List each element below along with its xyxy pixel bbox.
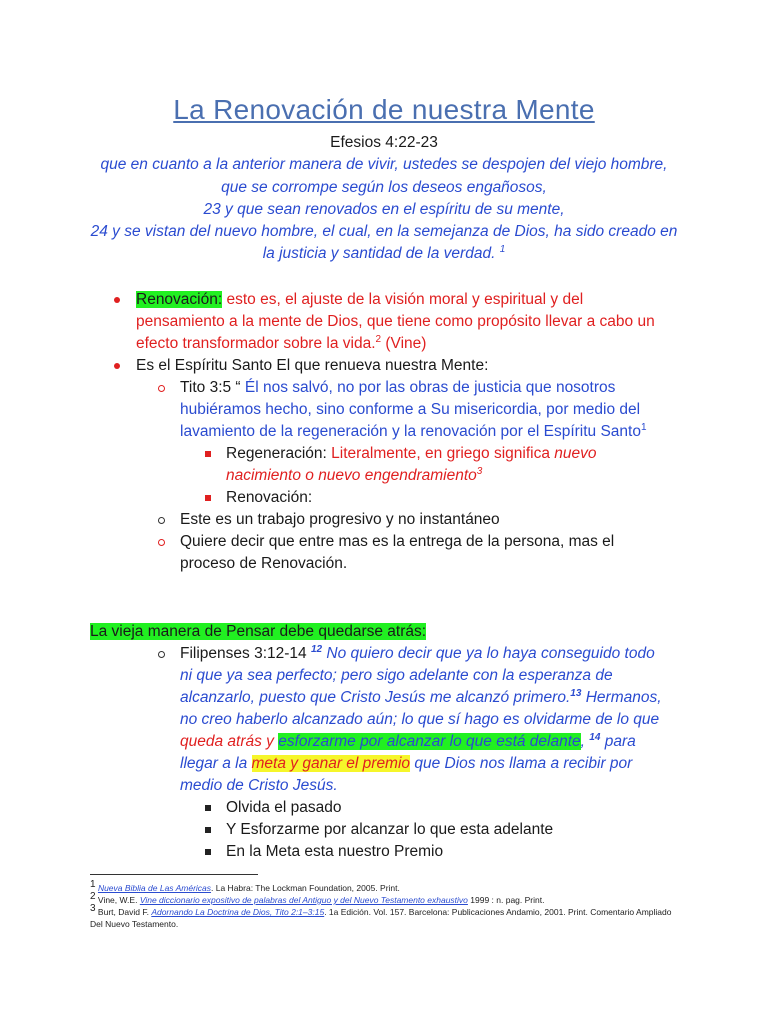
- verse-line: que se corrompe según los deseos engañosos,: [221, 179, 547, 196]
- filipenses-ref: Filipenses 3:12-14: [180, 645, 311, 662]
- footnote-ref: 1: [499, 243, 506, 255]
- verse-line: [0, 245, 768, 263]
- filipenses-line: [180, 732, 636, 752]
- square-bullet-icon: [205, 827, 211, 833]
- footnote-link[interactable]: Nueva Biblia de Las Américas: [97, 883, 212, 893]
- filipenses-text: ,: [580, 733, 590, 750]
- square-bullet-icon: [205, 849, 211, 855]
- footnote-number: 3: [90, 903, 96, 915]
- highlighted-phrase: meta y ganar el premio: [251, 755, 411, 772]
- sub-item: Y Esforzarme por alcanzar lo que esta adelante: [226, 821, 554, 838]
- regeneracion-line: [226, 466, 482, 486]
- verse-line: que en cuanto a la anterior manera de vivir, ustedes se despojen del viejo hombre,: [100, 156, 668, 173]
- footnote-text: Burt, David F.: [95, 907, 152, 917]
- regeneracion-text: Literalmente, en griego significa: [331, 445, 555, 462]
- verse-number: 12: [310, 643, 323, 655]
- page-title: La Renovación de nuestra Mente: [173, 94, 595, 125]
- filipenses-text: queda atrás y: [180, 733, 279, 750]
- filipenses-text: llegar a la: [180, 755, 252, 772]
- footnote-separator: [90, 874, 258, 875]
- tito-line: [180, 422, 647, 442]
- sub-item: En la Meta esta nuestro Premio: [226, 843, 444, 860]
- section-heading-text: La vieja manera de Pensar debe quedarse atrás:: [90, 623, 427, 640]
- bullet-icon: [114, 363, 120, 369]
- renovacion-line: pensamiento a la mente de Dios, que tiene como propósito llevar a cabo un: [136, 313, 655, 330]
- renovacion-line: [136, 290, 583, 310]
- square-bullet-icon: [205, 451, 211, 457]
- square-bullet-icon: [205, 495, 211, 501]
- scripture-reference: Efesios 4:22-23: [330, 134, 438, 151]
- filipenses-text: para: [600, 733, 636, 750]
- filipenses-text: No quiero decir que ya lo haya conseguido todo: [322, 645, 655, 662]
- highlighted-phrase: esforzarme por alcanzar lo que está delante: [278, 733, 581, 750]
- filipenses-line: [180, 688, 662, 708]
- regeneracion-label: Regeneración:: [226, 445, 332, 462]
- circle-bullet-icon: [158, 539, 165, 546]
- verse-number: 13: [570, 687, 582, 699]
- filipenses-line: [180, 754, 632, 774]
- circle-bullet-icon: [158, 385, 165, 392]
- footnote: [90, 903, 672, 918]
- sub-item: Olvida el pasado: [226, 799, 342, 816]
- circle-bullet-icon: [158, 651, 165, 658]
- footnote: [90, 879, 400, 894]
- footnote-text: 1999 : n. pag. Print.: [467, 895, 545, 905]
- footnote-text: . La Habra: The Lockman Foundation, 2005. Print.: [211, 883, 400, 893]
- renovacion-sub: Renovación:: [226, 489, 313, 506]
- renovacion-text: esto es, el ajuste de la visión moral y espiritual y del: [222, 291, 584, 308]
- footnote-text: Vine, W.E.: [95, 895, 140, 905]
- footnote-number: 2: [90, 891, 96, 903]
- footnote-number: 1: [90, 879, 96, 891]
- footnote: Del Nuevo Testamento.: [90, 919, 179, 929]
- renovacion-source: (Vine): [381, 335, 427, 352]
- renovacion-line: [136, 334, 426, 354]
- footnote-link[interactable]: Adornando La Doctrina de Dios, Tito 2:1–3:15: [151, 907, 325, 917]
- footnote-ref: 3: [476, 465, 483, 477]
- square-bullet-icon: [205, 805, 211, 811]
- regeneracion-line: [226, 444, 597, 464]
- filipenses-text: que Dios nos llama a recibir por: [410, 755, 633, 772]
- regeneracion-text: nuevo: [554, 445, 597, 462]
- verse-line: 24 y se vistan del nuevo hombre, el cual, en la semejanza de Dios, ha sido creado en: [90, 223, 678, 240]
- footnote-link[interactable]: Vine diccionario expositivo de palabras del Antiguo y del Nuevo Testamento exhaustivo: [139, 895, 468, 905]
- filipenses-text: alcanzarlo, puesto que Cristo Jesús me alcanzó primero.: [180, 689, 571, 706]
- renovacion-text: efecto transformador sobre la vida.: [136, 335, 376, 352]
- progresivo-line: Este es un trabajo progresivo y no instantáneo: [180, 511, 500, 528]
- filipenses-line: ni que ya sea perfecto; pero sigo adelante con la esperanza de: [180, 667, 613, 684]
- verse-number: 14: [589, 731, 601, 743]
- filipenses-line: medio de Cristo Jesús.: [180, 777, 338, 794]
- renovacion-label: Renovación:: [136, 291, 223, 308]
- filipenses-line: no creo haberlo alcanzado aún; lo que sí hago es olvidarme de lo que: [180, 711, 660, 728]
- filipenses-line: [180, 644, 655, 664]
- verse-line: 23 y que sean renovados en el espíritu de su mente,: [203, 201, 565, 218]
- quiere-line: Quiere decir que entre mas es la entrega de la persona, mas el: [180, 533, 615, 550]
- footnote-ref: 2: [375, 333, 382, 345]
- footnote: [90, 891, 545, 906]
- footnote-text: . 1a Edición. Vol. 157. Barcelona: Publicaciones Andamio, 2001. Print. Comentario Ampliado: [324, 907, 672, 917]
- tito-line: hubiéramos hecho, sino conforme a Su misericordia, por medio del: [180, 401, 641, 418]
- tito-ref: Tito 3:5 “: [180, 379, 245, 396]
- bullet-icon: [114, 297, 120, 303]
- tito-text: lavamiento de la regeneración y la renovación por el Espíritu Santo: [180, 423, 641, 440]
- footnote-ref: 1: [640, 421, 647, 433]
- regeneracion-text: nacimiento o nuevo engendramiento: [226, 467, 477, 484]
- circle-bullet-icon: [158, 517, 165, 524]
- espiritu-line: Es el Espíritu Santo El que renueva nuestra Mente:: [136, 357, 489, 374]
- tito-text: Él nos salvó, no por las obras de justicia que nosotros: [244, 379, 616, 396]
- verse-text: la justicia y santidad de la verdad.: [262, 245, 496, 262]
- filipenses-text: Hermanos,: [581, 689, 662, 706]
- tito-line: [180, 378, 615, 398]
- section-heading: [90, 622, 426, 642]
- quiere-line: proceso de Renovación.: [180, 555, 348, 572]
